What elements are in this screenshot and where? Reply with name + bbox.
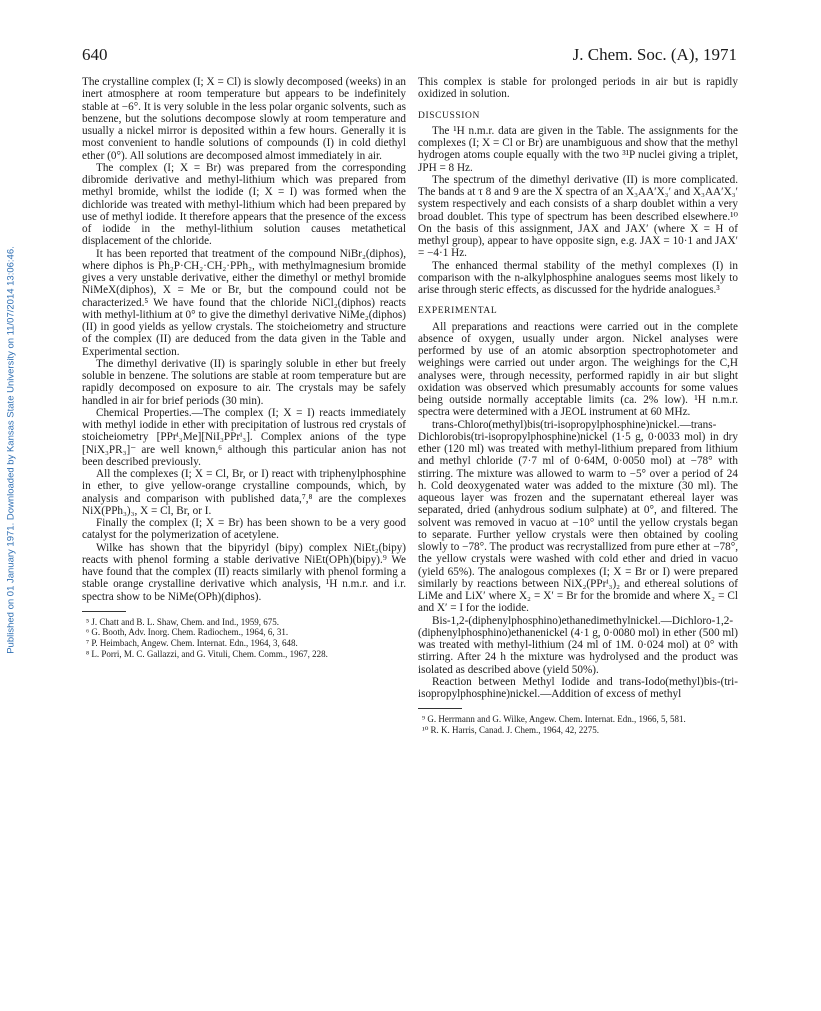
body-paragraph: Bis-1,2-(diphenylphosphino)ethanedimethylnickel.—Dichloro-1,2-(diphenylphosphino)ethanenickel (4·1 g, 0·0080 mol) in ether (500 ml) was treated with methyl-lithium (24 ml of 1M. 0·024 mol) at 0° with stirring. After 24 h the mixture was hydrolysed and the product was isolated as described above (yield 50%). xyxy=(418,614,738,676)
body-paragraph: Finally the complex (I; X = Br) has been shown to be a very good catalyst for the polymerization of acetylene. xyxy=(82,517,406,542)
footnotes-right xyxy=(418,714,738,735)
page-header xyxy=(82,45,737,69)
right-column xyxy=(418,76,738,735)
body-paragraph: trans-Chloro(methyl)bis(tri-isopropylphosphine)nickel.—trans-Dichlorobis(tri-isopropylphosphine)nickel (1·5 g, 0·0033 mol) in dry ether (120 ml) was treated with methyl-lithium prepared from lithium and methyl chloride (7·7 ml of 0·64M, 0·0050 mol) at −78° with stirring. The mixture was allowed to warm to −5° over a period of 24 h. Cold deoxygenated water was added to the mixture (30 ml). The aqueous layer was frozen and the supernatant ethereal layer was separated, dried (anhydrous sodium sulphate) at 0°, and filtered. The solvent was removed in vacuo at −10° until the yellow crystals began to separate. Further yellow crystals were then obtained by cooling slowly to −78°. The product was recrystallized from pure ether at −78°, the yellow crystals were washed with cold ether and dried in vacuo (yield 65%). The analogous complexes (I; X = Br or I) were prepared similarly by reactions between NiX₂(PPrⁱ₃)₂ and ethereal solutions of LiMe and LiX′ where X₂ = X′ = Br for the bromide and where X₂ = Cl and X′ = I for the iodide. xyxy=(418,418,738,615)
section-heading-discussion: DISCUSSION xyxy=(418,110,480,121)
body-paragraph: Reaction between Methyl Iodide and trans-Iodo(methyl)bis-(tri-isopropylphosphine)nickel.—Addition of excess of methyl xyxy=(418,675,738,700)
body-paragraph: All the complexes (I; X = Cl, Br, or I) react with triphenylphosphine in ether, to give yellow-orange crystalline compounds, which, by analysis and comparison with published data,⁷,⁸ are the complexes NiX(PPh₃)₃, X = Cl, Br, or I. xyxy=(82,468,406,517)
body-paragraph: It has been reported that treatment of the compound NiBr₂(diphos), where diphos is Ph₂P·CH₂·CH₂·PPh₂, with methylmagnesium bromide gives a very unstable derivative, either the dimethyl or methyl bromide NiMeX(diphos), X = Me or Br, but the compound could not be characterized.⁵ We have found that the chloride NiCl₂(diphos) reacts with methyl-lithium at 0° to give the dimethyl derivative NiMe₂(diphos) (II) in good yields as yellow crystals. The stoicheiometry and structure of the complex (II) are deduced from the data given in the Table and Experimental section. xyxy=(82,247,406,358)
download-stamp-text: Published on 01 January 1971. Downloaded by Kansas State University on 11/07/2014 13:06:46. xyxy=(5,246,17,654)
footnote-rule xyxy=(82,611,126,612)
footnote: ¹⁰ R. K. Harris, Canad. J. Chem., 1964, 42, 2275. xyxy=(422,724,600,735)
download-stamp xyxy=(4,160,18,740)
footnote: ⁶ G. Booth, Adv. Inorg. Chem. Radiochem., 1964, 6, 31. xyxy=(86,627,289,638)
body-paragraph: The dimethyl derivative (II) is sparingly soluble in ether but freely soluble in benzene. The solutions are stable at room temperature but are rapidly decomposed on exposure to air. The crystals may be safely handled in air for brief periods (30 min). xyxy=(82,357,406,407)
body-paragraph: The spectrum of the dimethyl derivative (II) is more complicated. The bands at τ 8 and 9 are the X spectra of an X₃AA′X₃′ and X₃AA′X₃′ system respectively and each consists of a sharp doublet within a very broad doublet. This type of spectrum has been described elsewhere.¹⁰ On the basis of this assignment, JAX and JAX′ (where X = H of methyl group), appear to have opposite sign, e.g. JAX = 10·1 and JAX′ = −4·1 Hz. xyxy=(418,173,738,260)
body-paragraph: All preparations and reactions were carried out in the complete absence of oxygen, usually under argon. Nickel analyses were performed by use of an atomic absorption spectrophotometer and weighings were carried out under argon. The weighings for the C,H analyses were, through necessity, performed rapidly in air but slight oxidation was observed which presumably accounts for some values being outside normally acceptable limits (ca. 2% low). ¹H n.m.r. spectra were determined with a JEOL instrument at 60 MHz. xyxy=(418,320,738,419)
body-paragraph: This complex is stable for prolonged periods in air but is rapidly oxidized in solution. xyxy=(418,76,738,101)
body-paragraph: The ¹H n.m.r. data are given in the Table. The assignments for the complexes (I; X = Cl or Br) are unambiguous and show that the methyl hydrogen atoms couple equally with the two ³¹P nuclei giving a triplet, JPH = 8 Hz. xyxy=(418,124,738,174)
body-paragraph: The crystalline complex (I; X = Cl) is slowly decomposed (weeks) in an inert atmosphere at room temperature but appears to be indefinitely stable at −6°. It is very soluble in the less polar organic solvents, such as benzene, but the solutions decompose slowly at room temperature and usually a nickel mirror is deposited within a few hours. Generally it is most convenient to handle solutions of compounds (I) in cold diethyl ether (0°). All solutions are decomposed almost immediately in air. xyxy=(82,76,406,162)
body-paragraph: Wilke has shown that the bipyridyl (bipy) complex NiEt₂(bipy) reacts with phenol forming a stable derivative NiEt(OPh)(bipy).⁹ We have found that the complex (II) reacts similarly with phenol forming a stable orange crystalline derivative which analysis, ¹H n.m.r. and i.r. spectra show to be NiMe(OPh)(diphos). xyxy=(82,541,406,603)
left-column xyxy=(82,76,406,659)
body-paragraph: The complex (I; X = Br) was prepared from the corresponding dibromide derivative and methyl-lithium which was prepared from methyl bromide, whilst the iodide (I; X = I) was formed when the dichloride was treated with methyl-lithium which had been prepared by use of methyl iodide. It therefore appears that the presence of the excess of iodide in the methyl-lithium solution causes metathetical displacement of the chloride. xyxy=(82,161,406,248)
body-paragraph: Chemical Properties.—The complex (I; X = I) reacts immediately with methyl iodide in ether with precipitation of lustrous red crystals of stoicheiometry [PPrⁱ₃Me][NiI₃PPrⁱ₃]. Complex anions of the type [NiX₃PR₃]⁻ are well known,⁶ although this particular anion has not been described previously. xyxy=(82,406,406,468)
journal-reference: J. Chem. Soc. (A), 1971 xyxy=(572,45,737,64)
section-heading-experimental: EXPERIMENTAL xyxy=(418,306,498,317)
body-paragraph: The enhanced thermal stability of the methyl complexes (I) in comparison with the n-alkylphosphine analogues seems most likely to arise through steric effects, as discussed for the hydride analogues.³ xyxy=(418,259,738,296)
footnote: ⁸ L. Porri, M. C. Gallazzi, and G. Vituli, Chem. Comm., 1967, 228. xyxy=(86,648,328,659)
page-number: 640 xyxy=(82,45,108,64)
footnote: ⁹ G. Herrmann and G. Wilke, Angew. Chem. Internat. Edn., 1966, 5, 581. xyxy=(422,714,686,725)
footnotes-left xyxy=(82,617,406,659)
footnote: ⁷ P. Heimbach, Angew. Chem. Internat. Edn., 1964, 3, 648. xyxy=(86,637,298,648)
footnote-rule xyxy=(418,708,462,709)
footnote: ⁵ J. Chatt and B. L. Shaw, Chem. and Ind., 1959, 675. xyxy=(86,616,280,627)
